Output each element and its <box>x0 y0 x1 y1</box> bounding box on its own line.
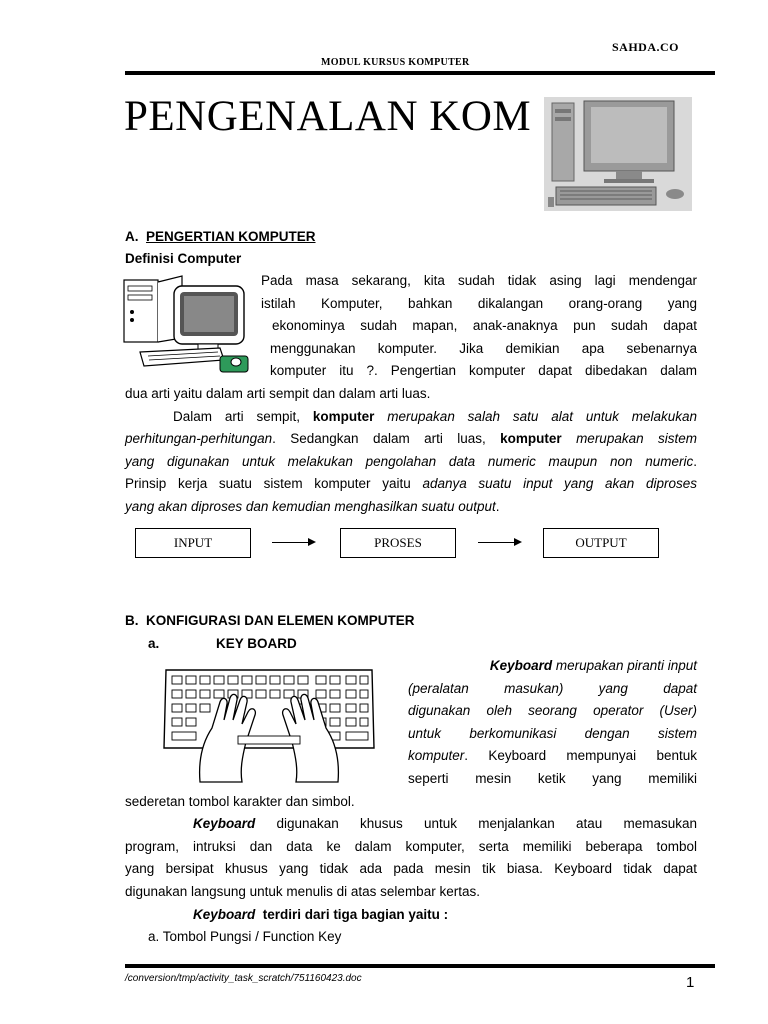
flow-output-box: OUTPUT <box>543 528 659 558</box>
kb-p2-line-2: program, intruksi dan data ke dalam komputer, serta memiliki beberapa tombol <box>125 838 697 854</box>
header-module: MODUL KURSUS KOMPUTER <box>321 57 470 68</box>
intro-line-2: istilah Komputer, bahkan dikalangan orang-orang yang <box>261 295 697 311</box>
computer-clipart-icon <box>120 272 260 376</box>
computer-illustration <box>120 272 260 376</box>
keyboard-hands-icon <box>160 662 378 784</box>
intro-line-3: ekonominya sudah mapan, anak-anaknya pun sudah dapat <box>272 318 697 334</box>
intro-line-1: Pada masa sekarang, kita sudah tidak asing lagi mendengar <box>261 273 697 288</box>
para2-line-1: Dalam arti sempit, komputer merupakan salah satu alat untuk melakukan <box>173 408 697 424</box>
kb-line-3: digunakan oleh seorang operator (User) <box>408 703 697 719</box>
kb-p2-line-4: digunakan langsung untuk menulis di atas selembar kertas. <box>125 884 480 899</box>
kb-line-4: untuk berkomunikasi dengan sistem <box>408 725 697 741</box>
page-number: 1 <box>686 974 695 991</box>
section-b-sub-letter: a. <box>148 636 160 651</box>
computer-photo <box>544 97 692 211</box>
footer-rule <box>125 964 715 968</box>
flow-arrow-1-line <box>272 542 310 543</box>
header-site: SAHDA.CO <box>612 40 680 54</box>
intro-line-4: menggunakan komputer. Jika demikian apa sebenarnya <box>270 340 697 356</box>
section-b-heading: B. KONFIGURASI DAN ELEMEN KOMPUTER <box>125 613 415 628</box>
kb-p2-line-3: yang bersipat khusus yang tidak ada pada mesin tik biasa. Keyboard tidak dapat <box>125 861 697 877</box>
section-b-sub-heading: KEY BOARD <box>216 636 297 651</box>
kb-parts-intro: Keyboard terdiri dari tiga bagian yaitu : <box>193 906 449 922</box>
intro-line-5: komputer itu ?. Pengertian komputer dapat dibedakan dalam <box>270 363 697 379</box>
kb-p2-line-1: Keyboard digunakan khusus untuk menjalankan atau memasukan <box>193 816 697 832</box>
flow-proses-box: PROSES <box>340 528 456 558</box>
computer-icon <box>544 97 692 211</box>
arrow-right-icon <box>514 538 522 546</box>
para2-line-3: yang digunakan untuk melakukan pengolahan data numeric maupun non numeric. <box>125 453 697 469</box>
para2-line-4: Prinsip kerja suatu sistem komputer yaitu adanya suatu input yang akan diproses <box>125 476 697 492</box>
page-title: PENGENALAN KOM <box>124 93 532 140</box>
kb-line-5: komputer. Keyboard mempunyai bentuk <box>408 748 697 764</box>
intro-line-6: dua arti yaitu dalam arti sempit dan dalam arti luas. <box>125 386 431 401</box>
kb-line-1: Keyboard merupakan piranti input <box>489 658 697 673</box>
flow-arrow-2-line <box>478 542 516 543</box>
kb-line-6: seperti mesin ketik yang memiliki <box>408 771 697 786</box>
kb-part-a: a. Tombol Pungsi / Function Key <box>148 929 342 945</box>
keyboard-illustration <box>160 662 378 784</box>
arrow-right-icon <box>308 538 316 546</box>
header-rule <box>125 71 715 75</box>
para2-line-2: perhitungan-perhitungan. Sedangkan dalam arti luas, komputer merupakan sistem <box>125 431 697 447</box>
section-a-subheading: Definisi Computer <box>125 251 242 266</box>
flow-input-box: INPUT <box>135 528 251 558</box>
kb-line-7: sederetan tombol karakter dan simbol. <box>125 793 355 809</box>
footer-path: /conversion/tmp/activity_task_scratch/751160423.doc <box>125 973 362 984</box>
section-a-heading: A. PENGERTIAN KOMPUTER <box>125 229 316 244</box>
kb-line-2: (peralatan masukan) yang dapat <box>408 680 697 696</box>
para2-line-5: yang akan diproses dan kemudian menghasilkan suatu output. <box>125 499 500 514</box>
